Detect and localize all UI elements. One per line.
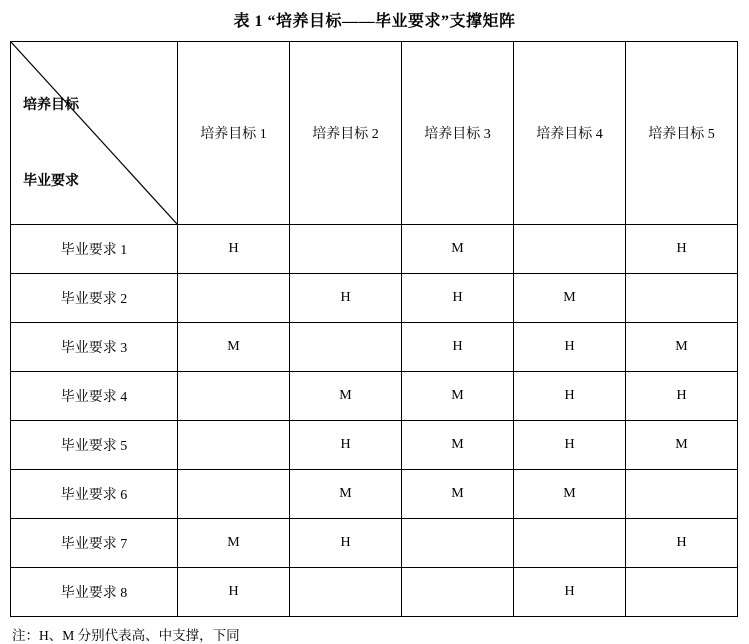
- row-header-requirement-1: 毕业要求 1: [11, 225, 178, 274]
- cell-r3c4: H: [514, 323, 626, 372]
- table-row: [11, 372, 738, 421]
- cell-r6c5: [626, 470, 738, 519]
- cell-r5c5: M: [626, 421, 738, 470]
- column-header-goal-1: 培养目标 1: [178, 42, 290, 225]
- cell-r4c2: M: [290, 372, 402, 421]
- cell-r8c1: H: [178, 568, 290, 617]
- cell-r4c3: M: [402, 372, 514, 421]
- table-row: [11, 225, 738, 274]
- table-row: [11, 568, 738, 617]
- cell-r1c3: M: [402, 225, 514, 274]
- cell-r5c1: [178, 421, 290, 470]
- column-header-goal-2: 培养目标 2: [290, 42, 402, 225]
- row-header-requirement-7: 毕业要求 7: [11, 519, 178, 568]
- row-header-requirement-2: 毕业要求 2: [11, 274, 178, 323]
- table-row: [11, 519, 738, 568]
- table-row: [11, 274, 738, 323]
- cell-r2c3: H: [402, 274, 514, 323]
- cell-r1c1: H: [178, 225, 290, 274]
- page-title: 表 1 “培养目标——毕业要求”支撑矩阵: [233, 13, 516, 30]
- cell-r1c5: H: [626, 225, 738, 274]
- cell-r8c4: H: [514, 568, 626, 617]
- cell-r3c1: M: [178, 323, 290, 372]
- cell-r7c2: H: [290, 519, 402, 568]
- row-header-requirement-6: 毕业要求 6: [11, 470, 178, 519]
- cell-r4c5: H: [626, 372, 738, 421]
- column-header-goal-4: 培养目标 4: [514, 42, 626, 225]
- cell-r2c1: [178, 274, 290, 323]
- table-row: [11, 323, 738, 372]
- table-header-row: [11, 42, 738, 225]
- corner-header-cell: [11, 42, 178, 225]
- cell-r1c2: [290, 225, 402, 274]
- cell-r3c2: [290, 323, 402, 372]
- row-header-requirement-4: 毕业要求 4: [11, 372, 178, 421]
- cell-r4c1: [178, 372, 290, 421]
- cell-r6c1: [178, 470, 290, 519]
- column-header-goal-5: 培养目标 5: [626, 42, 738, 225]
- table-row: [11, 470, 738, 519]
- cell-r1c4: [514, 225, 626, 274]
- cell-r7c1: M: [178, 519, 290, 568]
- cell-r2c4: M: [514, 274, 626, 323]
- diagonal-divider-icon: [11, 42, 177, 224]
- table-row: [11, 421, 738, 470]
- cell-r4c4: H: [514, 372, 626, 421]
- cell-r6c2: M: [290, 470, 402, 519]
- cell-r7c4: [514, 519, 626, 568]
- cell-r3c3: H: [402, 323, 514, 372]
- corner-label-goal: 培养目标: [23, 98, 79, 113]
- cell-r8c5: [626, 568, 738, 617]
- cell-r7c3: [402, 519, 514, 568]
- cell-r2c5: [626, 274, 738, 323]
- cell-r6c4: M: [514, 470, 626, 519]
- cell-r8c3: [402, 568, 514, 617]
- column-header-goal-3: 培养目标 3: [402, 42, 514, 225]
- cell-r5c4: H: [514, 421, 626, 470]
- cell-r7c5: H: [626, 519, 738, 568]
- row-header-requirement-3: 毕业要求 3: [11, 323, 178, 372]
- cell-r5c3: M: [402, 421, 514, 470]
- row-header-requirement-5: 毕业要求 5: [11, 421, 178, 470]
- support-matrix-table: [10, 41, 738, 617]
- cell-r8c2: [290, 568, 402, 617]
- row-header-requirement-8: 毕业要求 8: [11, 568, 178, 617]
- cell-r2c2: H: [290, 274, 402, 323]
- cell-r6c3: M: [402, 470, 514, 519]
- cell-r3c5: M: [626, 323, 738, 372]
- table-note: 注：H、M 分别代表高、中支撑，下同: [12, 628, 240, 643]
- cell-r5c2: H: [290, 421, 402, 470]
- corner-label-requirement: 毕业要求: [23, 174, 79, 189]
